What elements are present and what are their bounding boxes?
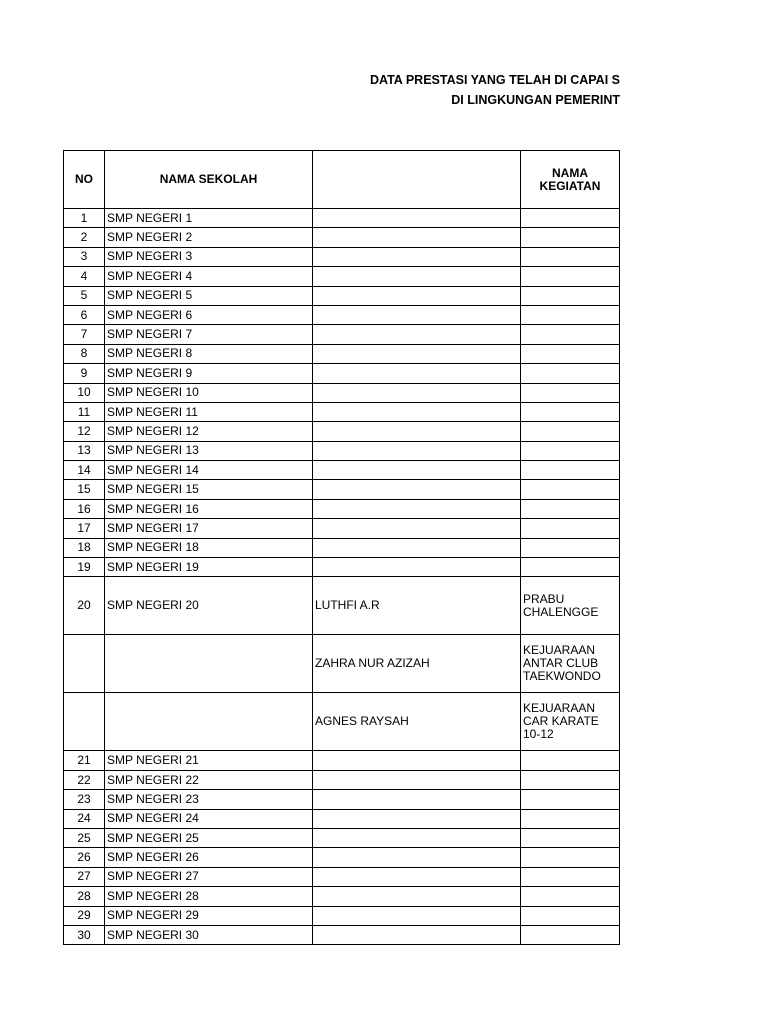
student-name-cell	[313, 906, 521, 925]
row-number-cell	[64, 693, 105, 751]
row-number-cell: 15	[64, 480, 105, 499]
student-name-cell	[313, 383, 521, 402]
activity-name-cell	[521, 887, 620, 906]
school-name-cell: SMP NEGERI 27	[105, 867, 313, 886]
row-number-cell: 8	[64, 344, 105, 363]
school-name-cell: SMP NEGERI 28	[105, 887, 313, 906]
achievement-table	[63, 150, 620, 945]
table-row	[64, 402, 620, 421]
student-name-cell	[313, 364, 521, 383]
student-name-cell	[313, 267, 521, 286]
document-title-line-2: DI LINGKUNGAN PEMERINT	[451, 93, 620, 107]
school-name-cell: SMP NEGERI 23	[105, 790, 313, 809]
table-row	[64, 770, 620, 789]
student-name-cell	[313, 887, 521, 906]
row-number-cell: 9	[64, 364, 105, 383]
row-number-cell: 21	[64, 751, 105, 770]
header-activity-name: NAMA KEGIATAN	[521, 151, 620, 209]
table-row	[64, 925, 620, 944]
table-row	[64, 480, 620, 499]
student-name-cell	[313, 790, 521, 809]
table-header-row	[64, 151, 620, 209]
table-row	[64, 325, 620, 344]
activity-name-cell: KEJUARAAN CAR KARATE 10-12	[521, 693, 620, 751]
header-school-name: NAMA SEKOLAH	[105, 151, 313, 209]
school-name-cell: SMP NEGERI 17	[105, 519, 313, 538]
row-number-cell: 1	[64, 209, 105, 228]
row-number-cell: 5	[64, 286, 105, 305]
school-name-cell: SMP NEGERI 26	[105, 848, 313, 867]
activity-name-cell	[521, 558, 620, 577]
activity-name-cell	[521, 325, 620, 344]
row-number-cell: 17	[64, 519, 105, 538]
school-name-cell	[105, 693, 313, 751]
table-row	[64, 848, 620, 867]
student-name-cell	[313, 305, 521, 324]
student-name-cell	[313, 441, 521, 460]
table-row	[64, 887, 620, 906]
row-number-cell: 26	[64, 848, 105, 867]
activity-name-cell	[521, 770, 620, 789]
school-name-cell: SMP NEGERI 7	[105, 325, 313, 344]
row-number-cell: 23	[64, 790, 105, 809]
student-name-cell	[313, 809, 521, 828]
row-number-cell: 4	[64, 267, 105, 286]
table-row	[64, 577, 620, 635]
student-name-cell	[313, 925, 521, 944]
activity-name-cell: KEJUARAAN ANTAR CLUB TAEKWONDO	[521, 635, 620, 693]
student-name-cell	[313, 461, 521, 480]
row-number-cell: 10	[64, 383, 105, 402]
student-name-cell: AGNES RAYSAH	[313, 693, 521, 751]
table-row	[64, 867, 620, 886]
table-row	[64, 828, 620, 847]
activity-name-cell	[521, 499, 620, 518]
table-row	[64, 228, 620, 247]
activity-name-cell	[521, 480, 620, 499]
student-name-cell	[313, 770, 521, 789]
row-number-cell: 6	[64, 305, 105, 324]
activity-name-cell: PRABU CHALENGGE	[521, 577, 620, 635]
header-no: NO	[64, 151, 105, 209]
row-number-cell: 30	[64, 925, 105, 944]
table-row	[64, 693, 620, 751]
table-row	[64, 790, 620, 809]
activity-name-cell	[521, 383, 620, 402]
school-name-cell: SMP NEGERI 1	[105, 209, 313, 228]
row-number-cell: 29	[64, 906, 105, 925]
student-name-cell	[313, 848, 521, 867]
table-row	[64, 305, 620, 324]
table-row	[64, 538, 620, 557]
school-name-cell: SMP NEGERI 22	[105, 770, 313, 789]
school-name-cell: SMP NEGERI 16	[105, 499, 313, 518]
school-name-cell: SMP NEGERI 4	[105, 267, 313, 286]
row-number-cell: 27	[64, 867, 105, 886]
document-title-line-1: DATA PRESTASI YANG TELAH DI CAPAI S	[369, 73, 620, 87]
student-name-cell	[313, 480, 521, 499]
student-name-cell	[313, 828, 521, 847]
activity-name-cell	[521, 228, 620, 247]
student-name-cell	[313, 325, 521, 344]
activity-name-cell	[521, 538, 620, 557]
table-row	[64, 461, 620, 480]
table-row	[64, 383, 620, 402]
activity-name-cell	[521, 286, 620, 305]
school-name-cell: SMP NEGERI 14	[105, 461, 313, 480]
school-name-cell: SMP NEGERI 13	[105, 441, 313, 460]
table-row	[64, 906, 620, 925]
school-name-cell: SMP NEGERI 5	[105, 286, 313, 305]
table-row	[64, 267, 620, 286]
activity-name-cell	[521, 209, 620, 228]
activity-name-cell	[521, 267, 620, 286]
row-number-cell: 3	[64, 247, 105, 266]
table-row	[64, 247, 620, 266]
student-name-cell	[313, 344, 521, 363]
row-number-cell: 19	[64, 558, 105, 577]
activity-name-cell	[521, 867, 620, 886]
activity-name-cell	[521, 519, 620, 538]
table-row	[64, 809, 620, 828]
row-number-cell: 14	[64, 461, 105, 480]
school-name-cell: SMP NEGERI 24	[105, 809, 313, 828]
school-name-cell: SMP NEGERI 11	[105, 402, 313, 421]
student-name-cell	[313, 247, 521, 266]
student-name-cell	[313, 751, 521, 770]
row-number-cell: 20	[64, 577, 105, 635]
school-name-cell: SMP NEGERI 29	[105, 906, 313, 925]
student-name-cell: LUTHFI A.R	[313, 577, 521, 635]
activity-name-cell	[521, 364, 620, 383]
table-row	[64, 286, 620, 305]
activity-name-cell	[521, 461, 620, 480]
table-row	[64, 441, 620, 460]
activity-name-cell	[521, 247, 620, 266]
header-blank	[313, 151, 521, 209]
student-name-cell	[313, 867, 521, 886]
school-name-cell: SMP NEGERI 15	[105, 480, 313, 499]
student-name-cell	[313, 286, 521, 305]
student-name-cell: ZAHRA NUR AZIZAH	[313, 635, 521, 693]
activity-name-cell	[521, 790, 620, 809]
table-row	[64, 422, 620, 441]
row-number-cell: 2	[64, 228, 105, 247]
row-number-cell: 22	[64, 770, 105, 789]
table-row	[64, 499, 620, 518]
activity-name-cell	[521, 906, 620, 925]
school-name-cell: SMP NEGERI 25	[105, 828, 313, 847]
activity-name-cell	[521, 441, 620, 460]
row-number-cell: 16	[64, 499, 105, 518]
student-name-cell	[313, 422, 521, 441]
activity-name-cell	[521, 751, 620, 770]
row-number-cell: 13	[64, 441, 105, 460]
student-name-cell	[313, 402, 521, 421]
student-name-cell	[313, 538, 521, 557]
table-row	[64, 558, 620, 577]
school-name-cell: SMP NEGERI 3	[105, 247, 313, 266]
student-name-cell	[313, 519, 521, 538]
student-name-cell	[313, 499, 521, 518]
activity-name-cell	[521, 344, 620, 363]
activity-name-cell	[521, 422, 620, 441]
table-row	[64, 209, 620, 228]
row-number-cell: 24	[64, 809, 105, 828]
activity-name-cell	[521, 809, 620, 828]
table-row	[64, 519, 620, 538]
student-name-cell	[313, 558, 521, 577]
school-name-cell: SMP NEGERI 10	[105, 383, 313, 402]
student-name-cell	[313, 228, 521, 247]
school-name-cell: SMP NEGERI 9	[105, 364, 313, 383]
school-name-cell: SMP NEGERI 30	[105, 925, 313, 944]
table-row	[64, 751, 620, 770]
activity-name-cell	[521, 402, 620, 421]
row-number-cell: 12	[64, 422, 105, 441]
table-row	[64, 364, 620, 383]
activity-name-cell	[521, 848, 620, 867]
table-row	[64, 635, 620, 693]
student-name-cell	[313, 209, 521, 228]
row-number-cell: 11	[64, 402, 105, 421]
school-name-cell: SMP NEGERI 19	[105, 558, 313, 577]
school-name-cell	[105, 635, 313, 693]
school-name-cell: SMP NEGERI 20	[105, 577, 313, 635]
school-name-cell: SMP NEGERI 21	[105, 751, 313, 770]
activity-name-cell	[521, 925, 620, 944]
row-number-cell: 18	[64, 538, 105, 557]
school-name-cell: SMP NEGERI 18	[105, 538, 313, 557]
school-name-cell: SMP NEGERI 6	[105, 305, 313, 324]
table-row	[64, 344, 620, 363]
row-number-cell: 7	[64, 325, 105, 344]
activity-name-cell	[521, 305, 620, 324]
school-name-cell: SMP NEGERI 12	[105, 422, 313, 441]
row-number-cell: 28	[64, 887, 105, 906]
activity-name-cell	[521, 828, 620, 847]
school-name-cell: SMP NEGERI 8	[105, 344, 313, 363]
row-number-cell: 25	[64, 828, 105, 847]
row-number-cell	[64, 635, 105, 693]
school-name-cell: SMP NEGERI 2	[105, 228, 313, 247]
